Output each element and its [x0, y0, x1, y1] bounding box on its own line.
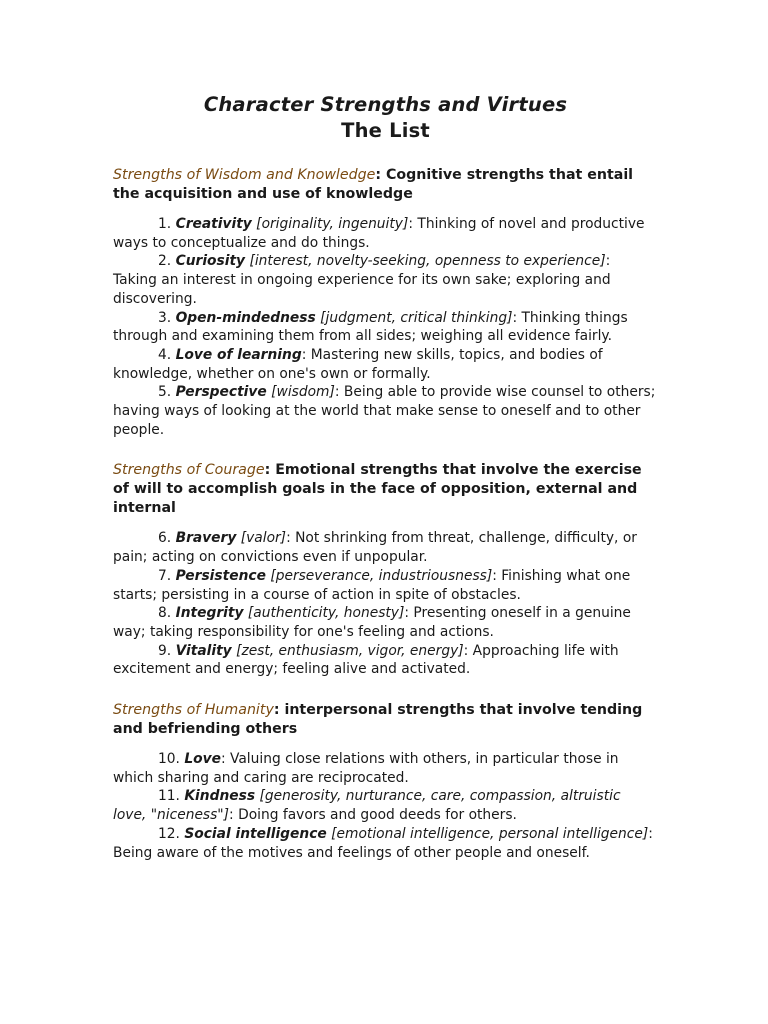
- strength-item: [113, 346, 658, 383]
- section-heading: [113, 461, 658, 518]
- item-number: 11.: [158, 788, 185, 805]
- item-synonyms: [interest, novelty-seeking, openness to experience]: [245, 253, 606, 270]
- item-synonyms: [authenticity, honesty]: [243, 605, 405, 622]
- item-term: Integrity: [175, 605, 244, 622]
- item-number: 12.: [158, 825, 185, 842]
- strength-list: [113, 215, 658, 439]
- item-number: 1.: [158, 216, 176, 232]
- item-description: : Doing favors and good deeds for others.: [229, 807, 517, 824]
- strength-list: [113, 529, 658, 679]
- item-term: Curiosity: [175, 253, 246, 270]
- item-description: : Taking an interest in ongoing experience for its own sake; exploring and discovering.: [113, 253, 611, 307]
- item-description: : Being aware of the motives and feelings of other people and oneself.: [113, 825, 653, 861]
- item-number: 8.: [158, 605, 176, 622]
- item-description: : Thinking of novel and productive ways to conceptualize and do things.: [113, 216, 645, 251]
- item-number: 2.: [158, 253, 176, 270]
- item-description: : Valuing close relations with others, in particular those in which sharing and caring are reciprocated.: [113, 751, 619, 786]
- item-description: : Finishing what one starts; persisting in a course of action in spite of obstacles.: [113, 567, 631, 603]
- strength-item: [113, 825, 658, 862]
- item-description: : Thinking things through and examining them from all sides; weighing all evidence fairly.: [113, 309, 628, 345]
- item-number: 10.: [158, 751, 185, 768]
- item-term: Perspective: [175, 384, 267, 401]
- item-description: : Mastering new skills, topics, and bodies of knowledge, whether on one's own or formally.: [113, 346, 603, 382]
- section-name: Strengths of Wisdom and Knowledge: [113, 167, 376, 183]
- item-number: 9.: [158, 642, 176, 659]
- title-line-1: Character Strengths and Virtues: [203, 93, 568, 116]
- item-synonyms: [zest, enthusiasm, vigor, energy]: [231, 642, 464, 659]
- strength-item: [113, 567, 658, 604]
- item-number: 5.: [158, 384, 176, 401]
- strength-item: [113, 642, 658, 679]
- strength-item: [113, 604, 658, 641]
- strength-section: [113, 461, 658, 679]
- item-synonyms: [emotional intelligence, personal intelligence]: [326, 825, 649, 842]
- item-synonyms: [wisdom]: [266, 384, 335, 401]
- section-heading: [113, 701, 658, 739]
- item-synonyms: [valor]: [236, 530, 287, 547]
- strength-item: [113, 252, 658, 308]
- item-term: Open-mindedness: [175, 309, 316, 326]
- item-synonyms: [judgment, critical thinking]: [315, 309, 513, 326]
- section-name: Strengths of Humanity: [113, 702, 274, 719]
- item-number: 3.: [158, 309, 176, 326]
- section-name: Strengths of Courage: [113, 462, 265, 479]
- section-description: : Cognitive strengths that entail the acquisition and use of knowledge: [113, 167, 634, 202]
- item-synonyms: [perseverance, industriousness]: [265, 567, 493, 584]
- document-title: [113, 92, 658, 144]
- strength-item: [113, 309, 658, 346]
- sections-container: [113, 166, 658, 862]
- strength-item: [113, 750, 658, 787]
- strength-item: [113, 787, 658, 824]
- item-description: : Approaching life with excitement and energy; feeling alive and activated.: [113, 642, 619, 678]
- item-number: 7.: [158, 567, 176, 584]
- item-term: Social intelligence: [184, 825, 327, 842]
- strength-section: [113, 166, 658, 439]
- section-heading: [113, 166, 658, 204]
- item-number: 4.: [158, 346, 176, 363]
- item-term: Bravery: [175, 530, 237, 547]
- item-term: Vitality: [175, 642, 232, 659]
- item-term: Love: [184, 751, 221, 768]
- item-description: : Presenting oneself in a genuine way; taking responsibility for one's feeling and actions.: [113, 605, 631, 640]
- strength-item: [113, 215, 658, 252]
- section-description: : Emotional strengths that involve the exercise of will to accomplish goals in the face of opposition, external and internal: [113, 462, 642, 517]
- title-line-2: The List: [341, 119, 430, 142]
- section-description: : interpersonal strengths that involve tending and befriending others: [113, 702, 643, 738]
- item-number: 6.: [158, 530, 176, 547]
- item-term: Love of learning: [175, 346, 302, 363]
- strength-item: [113, 383, 658, 439]
- item-description: : Being able to provide wise counsel to others; having ways of looking at the world that make sense to oneself and to other people.: [113, 384, 656, 438]
- item-term: Persistence: [175, 567, 266, 584]
- strength-item: [113, 529, 658, 566]
- strength-section: [113, 701, 658, 862]
- item-description: : Not shrinking from threat, challenge, difficulty, or pain; acting on convictions even if unpopular.: [113, 530, 637, 566]
- item-term: Kindness: [184, 788, 256, 805]
- item-synonyms: [generosity, nurturance, care, compassion, altruistic love, "niceness"]: [113, 788, 621, 824]
- item-synonyms: [originality, ingenuity]: [251, 216, 409, 232]
- item-term: Creativity: [175, 216, 252, 232]
- strength-list: [113, 750, 658, 862]
